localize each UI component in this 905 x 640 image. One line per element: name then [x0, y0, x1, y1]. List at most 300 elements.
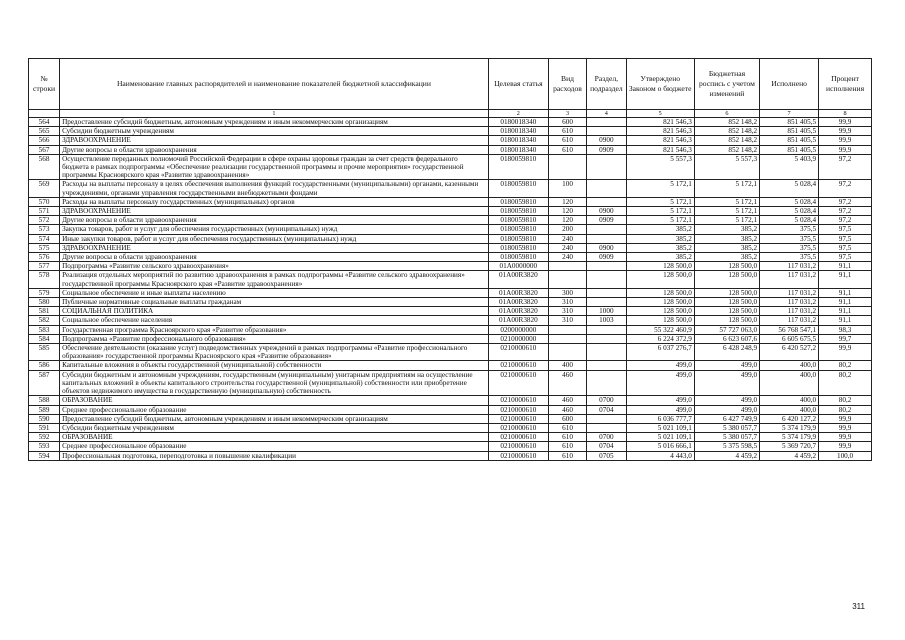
row-expense-type	[548, 154, 586, 180]
row-executed: 375,5	[760, 225, 819, 234]
row-target-article: 01А00R3820	[488, 288, 548, 297]
header-executed: Исполнено	[760, 59, 819, 110]
row-expense-type: 310	[548, 307, 586, 316]
row-name: Расходы на выплаты персоналу в целях обеспечения выполнения функций государственными (муниципальными) органами, казенными учреждениями, органами управления государственными внебюджетными фондами	[60, 180, 489, 197]
row-budget-list: 128 500,0	[694, 262, 759, 271]
column-number: 4	[587, 110, 626, 118]
table-row	[29, 136, 872, 145]
row-approved: 499,0	[626, 370, 694, 396]
row-percent: 99,7	[819, 334, 872, 343]
row-name: Другие вопросы в области здравоохранения	[60, 216, 489, 225]
row-section	[587, 118, 626, 127]
table-row	[29, 243, 872, 252]
row-section: 0705	[587, 451, 626, 460]
row-name: ОБРАЗОВАНИЕ	[60, 433, 489, 442]
row-number: 580	[29, 298, 60, 307]
row-number: 592	[29, 433, 60, 442]
row-number: 564	[29, 118, 60, 127]
header-name: Наименование главных распорядителей и наименование показателей бюджетной классификации	[60, 59, 489, 110]
row-number: 586	[29, 361, 60, 370]
row-percent: 97,5	[819, 243, 872, 252]
row-section	[587, 271, 626, 288]
row-number: 574	[29, 234, 60, 243]
budget-execution-table	[28, 58, 872, 461]
row-number: 581	[29, 307, 60, 316]
row-target-article: 0210000610	[488, 423, 548, 432]
row-target-article: 0180059810	[488, 243, 548, 252]
row-approved: 6 037 276,7	[626, 344, 694, 361]
row-approved: 821 546,3	[626, 127, 694, 136]
row-name: Государственная программа Красноярского края «Развитие образования»	[60, 325, 489, 334]
row-percent: 97,2	[819, 216, 872, 225]
table-row	[29, 197, 872, 206]
row-budget-list: 128 500,0	[694, 298, 759, 307]
row-budget-list: 499,0	[694, 370, 759, 396]
row-target-article: 01А00R3820	[488, 271, 548, 288]
row-percent: 97,5	[819, 225, 872, 234]
row-percent: 99,9	[819, 145, 872, 154]
row-percent: 99,9	[819, 344, 872, 361]
row-executed: 5 374 179,9	[760, 423, 819, 432]
row-executed: 117 031,2	[760, 298, 819, 307]
row-name: СОЦИАЛЬНАЯ ПОЛИТИКА	[60, 307, 489, 316]
row-executed: 6 605 675,5	[760, 334, 819, 343]
row-approved: 821 546,3	[626, 136, 694, 145]
row-approved: 385,2	[626, 253, 694, 262]
row-percent: 91,1	[819, 262, 872, 271]
table-row	[29, 298, 872, 307]
row-executed: 851 405,5	[760, 127, 819, 136]
row-name: Осуществление переданных полномочий Российской Федерации в сфере охраны здоровья граждан за счет средств федерального бюджета в рамках подпрограммы «Обеспечение реализации государственной программы и прочие мероприятия» государственной программы Красноярского края «Развитие здравоохранения»	[60, 154, 489, 180]
table-row	[29, 451, 872, 460]
row-executed: 5 028,4	[760, 197, 819, 206]
row-approved: 4 443,0	[626, 451, 694, 460]
row-section: 0704	[587, 442, 626, 451]
row-number: 582	[29, 316, 60, 325]
row-number: 577	[29, 262, 60, 271]
row-executed: 117 031,2	[760, 288, 819, 297]
row-target-article: 0210000610	[488, 361, 548, 370]
row-section: 0700	[587, 396, 626, 405]
row-name: Субсидии бюджетным учреждениям	[60, 423, 489, 432]
row-executed: 117 031,2	[760, 316, 819, 325]
row-percent: 99,9	[819, 136, 872, 145]
row-target-article: 0180059810	[488, 216, 548, 225]
row-expense-type: 310	[548, 316, 586, 325]
row-target-article: 0180059810	[488, 207, 548, 216]
row-name: Расходы на выплаты персоналу государственных (муниципальных) органов	[60, 197, 489, 206]
row-approved: 821 546,3	[626, 118, 694, 127]
row-section	[587, 414, 626, 423]
row-budget-list: 57 727 063,0	[694, 325, 759, 334]
row-target-article: 0210000610	[488, 405, 548, 414]
table-row	[29, 262, 872, 271]
row-percent: 97,2	[819, 197, 872, 206]
row-number: 585	[29, 344, 60, 361]
row-name: Субсидии бюджетным и автономным учреждениям, государственным (муниципальным) унитарным предприятиям на осуществление капитальных вложений в объекты капитального строительства государственной (муниципальной) собственности или приобретение объектов недвижимого имущества в государственную (муниципальную) собственность	[60, 370, 489, 396]
row-target-article: 0210000610	[488, 344, 548, 361]
row-number: 590	[29, 414, 60, 423]
row-target-article: 0210000610	[488, 451, 548, 460]
row-budget-list: 852 148,2	[694, 145, 759, 154]
row-number: 565	[29, 127, 60, 136]
row-section	[587, 361, 626, 370]
row-section	[587, 127, 626, 136]
row-expense-type: 240	[548, 253, 586, 262]
header-approved: Утверждено Законом о бюджете	[626, 59, 694, 110]
row-expense-type: 120	[548, 216, 586, 225]
row-executed: 117 031,2	[760, 307, 819, 316]
row-section	[587, 334, 626, 343]
table-row	[29, 316, 872, 325]
row-number: 594	[29, 451, 60, 460]
row-percent: 99,9	[819, 442, 872, 451]
row-percent: 97,5	[819, 253, 872, 262]
table-body	[29, 118, 872, 461]
row-percent: 91,1	[819, 271, 872, 288]
row-executed: 375,5	[760, 243, 819, 252]
row-executed: 6 420 527,2	[760, 344, 819, 361]
row-budget-list: 385,2	[694, 243, 759, 252]
row-name: Обеспечение деятельности (оказание услуг) подведомственных учреждений в рамках подпрограммы «Развитие профессионального образования» государственной программы Красноярского края «Развитие образования»	[60, 344, 489, 361]
row-approved: 499,0	[626, 405, 694, 414]
column-number: 7	[760, 110, 819, 118]
row-executed: 5 369 720,7	[760, 442, 819, 451]
row-target-article: 01А00R3820	[488, 316, 548, 325]
row-budget-list: 128 500,0	[694, 316, 759, 325]
row-number: 584	[29, 334, 60, 343]
row-name: Социальное обеспечение населения	[60, 316, 489, 325]
row-expense-type: 100	[548, 180, 586, 197]
row-approved: 128 500,0	[626, 316, 694, 325]
row-target-article: 0210000610	[488, 396, 548, 405]
table-row	[29, 118, 872, 127]
row-name: Среднее профессиональное образование	[60, 405, 489, 414]
row-approved: 5 016 666,1	[626, 442, 694, 451]
row-approved: 6 036 777,7	[626, 414, 694, 423]
row-executed: 851 405,5	[760, 145, 819, 154]
column-number-blank	[29, 110, 60, 118]
row-budget-list: 5 380 057,7	[694, 423, 759, 432]
row-expense-type: 400	[548, 361, 586, 370]
row-section	[587, 325, 626, 334]
row-expense-type	[548, 334, 586, 343]
column-number-row	[29, 110, 872, 118]
table-row	[29, 344, 872, 361]
table-row	[29, 288, 872, 297]
row-executed: 5 028,4	[760, 180, 819, 197]
row-expense-type: 600	[548, 414, 586, 423]
row-section: 0700	[587, 433, 626, 442]
row-number: 593	[29, 442, 60, 451]
header-row-number: № строки	[29, 59, 60, 110]
table-row	[29, 216, 872, 225]
table-row	[29, 207, 872, 216]
row-expense-type: 300	[548, 288, 586, 297]
row-target-article: 01А00R3820	[488, 298, 548, 307]
row-name: Капитальные вложения в объекты государственной (муниципальной) собственности	[60, 361, 489, 370]
row-number: 570	[29, 197, 60, 206]
row-approved: 128 500,0	[626, 288, 694, 297]
table-row	[29, 370, 872, 396]
table-row	[29, 154, 872, 180]
row-name: Профессиональная подготовка, переподготовка и повышение квалификации	[60, 451, 489, 460]
table-row	[29, 180, 872, 197]
row-section: 0900	[587, 136, 626, 145]
row-name: Реализация отдельных мероприятий по развитию здравоохранения в рамках подпрограммы «Развитие сельского здравоохранения» государственной программы Красноярского края «Развитие здравоохранения»	[60, 271, 489, 288]
row-target-article: 0180059810	[488, 234, 548, 243]
table-row	[29, 414, 872, 423]
row-approved: 5 021 109,1	[626, 433, 694, 442]
row-target-article: 01А0000000	[488, 262, 548, 271]
row-approved: 5 172,1	[626, 216, 694, 225]
row-name: ЗДРАВООХРАНЕНИЕ	[60, 136, 489, 145]
table-row	[29, 225, 872, 234]
page-number: 311	[852, 602, 865, 611]
row-number: 588	[29, 396, 60, 405]
row-budget-list: 6 427 749,9	[694, 414, 759, 423]
row-expense-type: 610	[548, 127, 586, 136]
row-executed: 375,5	[760, 253, 819, 262]
row-expense-type: 120	[548, 207, 586, 216]
row-expense-type	[548, 344, 586, 361]
row-percent: 97,2	[819, 154, 872, 180]
row-percent: 80,2	[819, 405, 872, 414]
row-executed: 375,5	[760, 234, 819, 243]
row-section	[587, 262, 626, 271]
row-executed: 400,0	[760, 396, 819, 405]
row-target-article: 0210000610	[488, 414, 548, 423]
row-percent: 97,2	[819, 180, 872, 197]
row-expense-type: 120	[548, 197, 586, 206]
row-percent: 99,9	[819, 433, 872, 442]
row-section	[587, 370, 626, 396]
row-percent: 100,0	[819, 451, 872, 460]
row-expense-type: 610	[548, 136, 586, 145]
row-approved: 5 557,3	[626, 154, 694, 180]
row-expense-type: 610	[548, 423, 586, 432]
row-target-article: 0210000610	[488, 442, 548, 451]
row-section	[587, 288, 626, 297]
row-executed: 4 459,2	[760, 451, 819, 460]
row-number: 576	[29, 253, 60, 262]
row-expense-type	[548, 325, 586, 334]
row-target-article: 0180059810	[488, 154, 548, 180]
row-section	[587, 423, 626, 432]
row-percent: 97,2	[819, 207, 872, 216]
row-approved: 128 500,0	[626, 271, 694, 288]
row-percent: 99,9	[819, 127, 872, 136]
row-target-article: 0200000000	[488, 325, 548, 334]
table-row	[29, 423, 872, 432]
row-number: 572	[29, 216, 60, 225]
row-approved: 128 500,0	[626, 298, 694, 307]
row-number: 566	[29, 136, 60, 145]
row-budget-list: 852 148,2	[694, 136, 759, 145]
row-percent: 80,2	[819, 396, 872, 405]
table-row	[29, 253, 872, 262]
table-row	[29, 433, 872, 442]
row-section	[587, 344, 626, 361]
column-number: 6	[694, 110, 759, 118]
row-expense-type: 610	[548, 451, 586, 460]
row-section: 1000	[587, 307, 626, 316]
row-budget-list: 6 623 607,6	[694, 334, 759, 343]
row-section	[587, 234, 626, 243]
row-approved: 128 500,0	[626, 262, 694, 271]
row-expense-type: 240	[548, 234, 586, 243]
row-target-article: 0180059810	[488, 253, 548, 262]
table-row	[29, 127, 872, 136]
row-approved: 385,2	[626, 243, 694, 252]
row-percent: 91,1	[819, 307, 872, 316]
row-budget-list: 128 500,0	[694, 271, 759, 288]
row-target-article: 0180059810	[488, 197, 548, 206]
row-executed: 6 420 127,2	[760, 414, 819, 423]
row-executed: 400,0	[760, 361, 819, 370]
table-row	[29, 145, 872, 154]
row-name: Иные закупки товаров, работ и услуг для обеспечения государственных (муниципальных) нужд	[60, 234, 489, 243]
row-expense-type: 600	[548, 118, 586, 127]
row-executed: 400,0	[760, 370, 819, 396]
header-target-article: Целевая статья	[488, 59, 548, 110]
row-target-article: 0210000610	[488, 370, 548, 396]
row-approved: 5 172,1	[626, 180, 694, 197]
row-name: Закупка товаров, работ и услуг для обеспечения государственных (муниципальных) нужд	[60, 225, 489, 234]
row-section	[587, 197, 626, 206]
row-name: Социальное обеспечение и иные выплаты населению	[60, 288, 489, 297]
table-row	[29, 442, 872, 451]
row-approved: 5 172,1	[626, 207, 694, 216]
row-budget-list: 499,0	[694, 361, 759, 370]
row-budget-list: 5 375 598,5	[694, 442, 759, 451]
row-approved: 5 172,1	[626, 197, 694, 206]
row-expense-type	[548, 271, 586, 288]
row-percent: 80,2	[819, 361, 872, 370]
row-executed: 5 028,4	[760, 216, 819, 225]
row-budget-list: 385,2	[694, 253, 759, 262]
row-executed: 5 374 179,9	[760, 433, 819, 442]
row-executed: 5 028,4	[760, 207, 819, 216]
row-section: 0704	[587, 405, 626, 414]
row-executed: 851 405,5	[760, 118, 819, 127]
row-budget-list: 5 172,1	[694, 216, 759, 225]
row-section: 0900	[587, 243, 626, 252]
row-section	[587, 180, 626, 197]
row-number: 569	[29, 180, 60, 197]
row-approved: 128 500,0	[626, 307, 694, 316]
row-percent: 91,1	[819, 288, 872, 297]
row-number: 571	[29, 207, 60, 216]
row-number: 568	[29, 154, 60, 180]
column-number: 5	[626, 110, 694, 118]
row-section: 0909	[587, 145, 626, 154]
row-number: 573	[29, 225, 60, 234]
row-budget-list: 4 459,2	[694, 451, 759, 460]
row-name: ОБРАЗОВАНИЕ	[60, 396, 489, 405]
row-budget-list: 6 428 248,9	[694, 344, 759, 361]
row-name: Предоставление субсидий бюджетным, автономным учреждениям и иным некоммерческим организациям	[60, 414, 489, 423]
header-row	[29, 59, 872, 110]
row-budget-list: 499,0	[694, 396, 759, 405]
row-approved: 385,2	[626, 225, 694, 234]
row-name: Публичные нормативные социальные выплаты гражданам	[60, 298, 489, 307]
row-budget-list: 5 172,1	[694, 207, 759, 216]
row-approved: 499,0	[626, 396, 694, 405]
row-approved: 5 021 109,1	[626, 423, 694, 432]
row-expense-type: 460	[548, 405, 586, 414]
row-budget-list: 5 172,1	[694, 180, 759, 197]
row-percent: 99,9	[819, 423, 872, 432]
row-executed: 5 403,9	[760, 154, 819, 180]
row-approved: 499,0	[626, 361, 694, 370]
row-name: Другие вопросы в области здравоохранения	[60, 253, 489, 262]
table-row	[29, 396, 872, 405]
row-budget-list: 5 557,3	[694, 154, 759, 180]
row-executed: 56 768 547,1	[760, 325, 819, 334]
row-name: Другие вопросы в области здравоохранения	[60, 145, 489, 154]
row-target-article: 0180018340	[488, 118, 548, 127]
row-target-article: 0210000000	[488, 334, 548, 343]
row-expense-type: 610	[548, 145, 586, 154]
row-name: Подпрограмма «Развитие сельского здравоохранения»	[60, 262, 489, 271]
row-budget-list: 5 380 057,7	[694, 433, 759, 442]
row-target-article: 0180059810	[488, 225, 548, 234]
table-row	[29, 325, 872, 334]
row-percent: 98,3	[819, 325, 872, 334]
row-budget-list: 499,0	[694, 405, 759, 414]
row-percent: 97,5	[819, 234, 872, 243]
row-section	[587, 298, 626, 307]
row-percent: 91,1	[819, 316, 872, 325]
header-budget-list: Бюджетная роспись с учетом изменений	[694, 59, 759, 110]
row-number: 587	[29, 370, 60, 396]
row-expense-type: 610	[548, 433, 586, 442]
row-executed: 851 405,5	[760, 136, 819, 145]
row-expense-type	[548, 262, 586, 271]
row-section	[587, 154, 626, 180]
row-budget-list: 5 172,1	[694, 197, 759, 206]
row-target-article: 0180059810	[488, 180, 548, 197]
row-expense-type: 460	[548, 370, 586, 396]
table-row	[29, 361, 872, 370]
row-expense-type: 610	[548, 442, 586, 451]
row-budget-list: 852 148,2	[694, 127, 759, 136]
row-percent: 99,9	[819, 414, 872, 423]
row-number: 567	[29, 145, 60, 154]
row-name: Субсидии бюджетным учреждениям	[60, 127, 489, 136]
row-name: ЗДРАВООХРАНЕНИЕ	[60, 207, 489, 216]
column-number: 2	[488, 110, 548, 118]
table-row	[29, 271, 872, 288]
table-row	[29, 334, 872, 343]
row-target-article: 0180018340	[488, 136, 548, 145]
row-section: 0909	[587, 216, 626, 225]
header-expense-type: Вид расходов	[548, 59, 586, 110]
row-target-article: 0180018340	[488, 127, 548, 136]
row-budget-list: 385,2	[694, 225, 759, 234]
row-approved: 6 224 372,9	[626, 334, 694, 343]
column-number: 8	[819, 110, 872, 118]
row-budget-list: 852 148,2	[694, 118, 759, 127]
row-number: 575	[29, 243, 60, 252]
header-section: Раздел, подраздел	[587, 59, 626, 110]
row-percent: 99,9	[819, 118, 872, 127]
row-expense-type: 310	[548, 298, 586, 307]
row-target-article: 01А00R3820	[488, 307, 548, 316]
row-executed: 400,0	[760, 405, 819, 414]
row-number: 578	[29, 271, 60, 288]
